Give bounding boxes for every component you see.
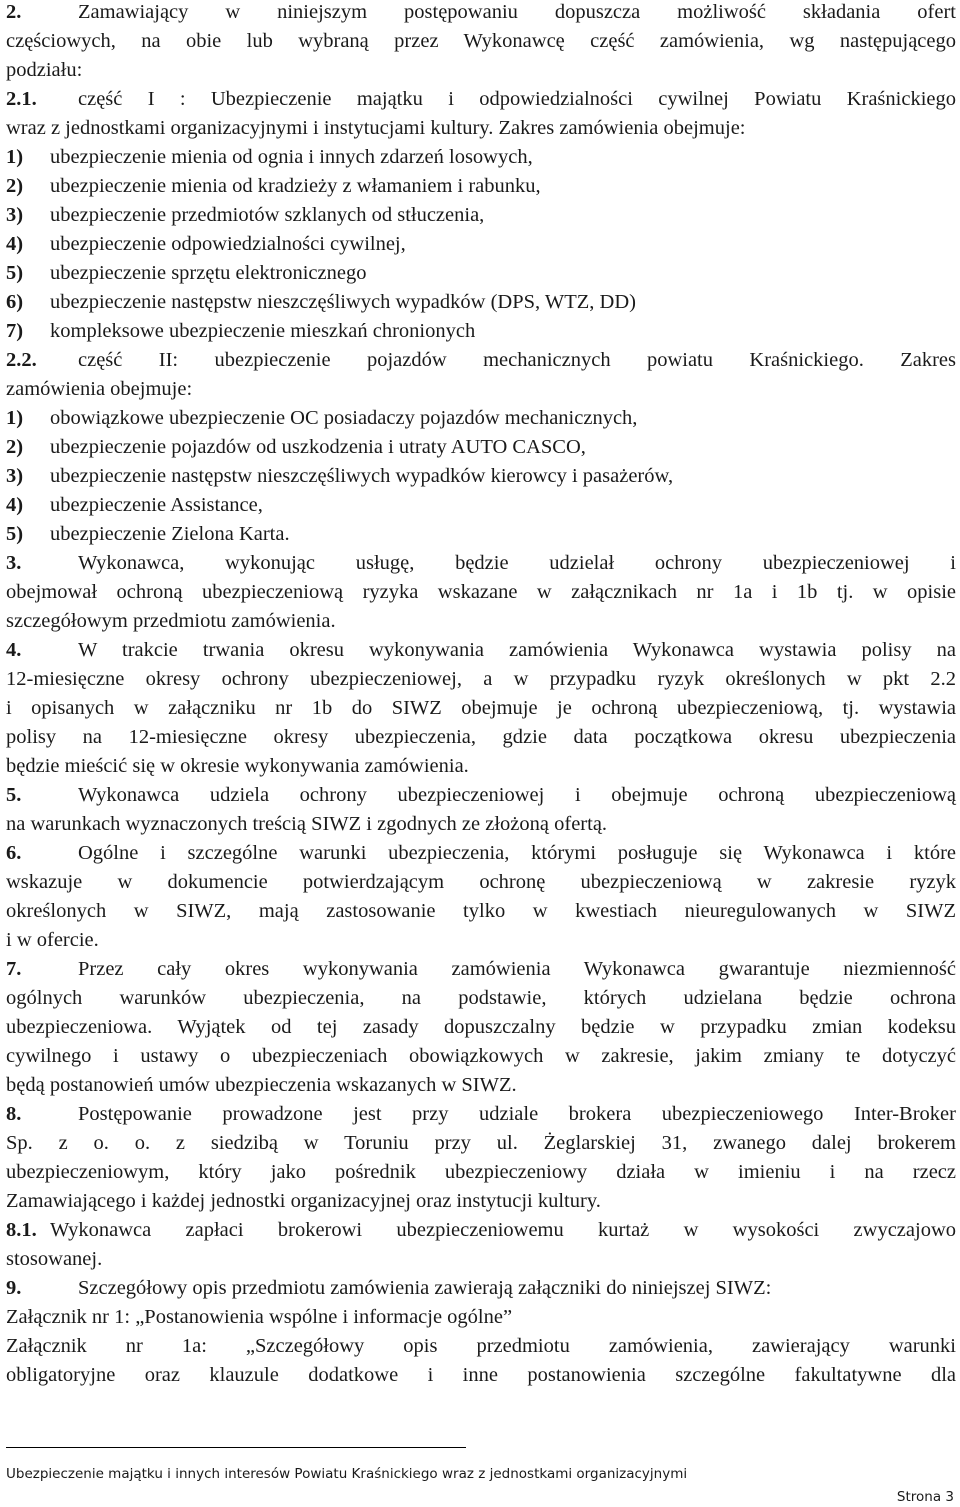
line-text: określonych w SIWZ, mają zastosowanie tylko w kwestiach nieuregulowanych w SIWZ	[6, 900, 956, 922]
document-line	[6, 143, 956, 172]
line-text: ubezpieczenie odpowiedzialności cywilnej,	[50, 233, 406, 255]
line-text: szczegółowym przedmiotu zamówienia.	[6, 610, 336, 632]
item-number: 5.	[6, 784, 22, 806]
document-line	[6, 665, 956, 694]
document-line	[6, 868, 956, 897]
document-line	[6, 1216, 956, 1245]
document-line	[6, 520, 956, 549]
document-line	[6, 56, 956, 85]
document-line	[6, 114, 956, 143]
document-line	[6, 984, 956, 1013]
line-text: ubezpieczenie przedmiotów szklanych od stłuczenia,	[50, 204, 485, 226]
line-text: W trakcie trwania okresu wykonywania zamówienia Wykonawca wystawia polisy na	[78, 639, 956, 661]
item-number: 3.	[6, 552, 22, 574]
document-line	[6, 462, 956, 491]
item-number: 2)	[6, 436, 24, 458]
document-line	[6, 1274, 956, 1303]
line-text: będą postanowień umów ubezpieczenia wskazanych w SIWZ.	[6, 1074, 517, 1096]
document-line	[6, 346, 956, 375]
item-number: 2)	[6, 175, 24, 197]
item-number: 4)	[6, 494, 24, 516]
document-line	[6, 926, 956, 955]
document-line	[6, 636, 956, 665]
line-text: ogólnych warunków ubezpieczenia, na podstawie, których udzielana będzie ochrona	[6, 987, 956, 1009]
item-number: 5)	[6, 523, 24, 545]
document-line	[6, 578, 956, 607]
document-line	[6, 810, 956, 839]
item-number: 2.2.	[6, 349, 37, 371]
document-line	[6, 723, 956, 752]
footer-text: Ubezpieczenie majątku i innych interesów Powiatu Kraśnickiego wraz z jednostkami organizacyjnymi	[6, 1466, 688, 1482]
line-text: na warunkach wyznaczonych treścią SIWZ i zgodnych ze złożoną ofertą.	[6, 813, 608, 835]
item-number: 7.	[6, 958, 22, 980]
document-line	[6, 491, 956, 520]
document-line	[6, 607, 956, 636]
line-text: Zamawiający w niniejszym postępowaniu dopuszcza możliwość składania ofert	[78, 1, 956, 23]
document-line	[6, 433, 956, 462]
item-number: 1)	[6, 146, 24, 168]
document-line	[6, 259, 956, 288]
line-text: i w ofercie.	[6, 929, 99, 951]
document-line	[6, 752, 956, 781]
document-line	[6, 1100, 956, 1129]
document-line	[6, 404, 956, 433]
document-line	[6, 85, 956, 114]
document-line	[6, 955, 956, 984]
document-line	[6, 1332, 956, 1361]
line-text: Załącznik nr 1: „Postanowienia wspólne i informacje ogólne”	[6, 1306, 513, 1328]
line-text: ubezpieczenie Zielona Karta.	[50, 523, 290, 545]
item-number: 8.	[6, 1103, 22, 1125]
document-line	[6, 839, 956, 868]
item-number: 2.1.	[6, 88, 37, 110]
line-text: Ogólne i szczególne warunki ubezpieczenia, którymi posługuje się Wykonawca i które	[78, 842, 956, 864]
footer-divider	[6, 1447, 466, 1448]
document-line	[6, 375, 956, 404]
line-text: Zamawiającego i każdej jednostki organizacyjnej oraz instytucji kultury.	[6, 1190, 601, 1212]
item-number: 4.	[6, 639, 22, 661]
line-text: Postępowanie prowadzone jest przy udziale brokera ubezpieczeniowego Inter-Broker	[78, 1103, 956, 1125]
document-line	[6, 230, 956, 259]
line-text: Załącznik nr 1a: „Szczegółowy opis przedmiotu zamówienia, zawierający warunki	[6, 1335, 956, 1357]
document-line	[6, 781, 956, 810]
line-text: Przez cały okres wykonywania zamówienia Wykonawca gwarantuje niezmienność	[78, 958, 956, 980]
line-text: stosowanej.	[6, 1248, 103, 1270]
document-line	[6, 1245, 956, 1274]
item-number: 8.1.	[6, 1219, 37, 1241]
item-number: 3)	[6, 465, 24, 487]
line-text: ubezpieczenie Assistance,	[50, 494, 263, 516]
document-line	[6, 549, 956, 578]
line-text: będzie mieścić się w okresie wykonywania zamówienia.	[6, 755, 469, 777]
line-text: ubezpieczenie następstw nieszczęśliwych wypadków (DPS, WTZ, DD)	[50, 291, 636, 313]
line-text: Sp. z o. o. z siedzibą w Toruniu przy ul. Żeglarskiej 31, zwanego dalej brokerem	[6, 1132, 956, 1154]
item-number: 3)	[6, 204, 24, 226]
document-body	[6, 0, 956, 1390]
document-line	[6, 1303, 956, 1332]
line-text: i opisanych w załączniku nr 1b do SIWZ obejmuje je ochroną ubezpieczeniową, tj. wystawia	[6, 697, 956, 719]
line-text: część II: ubezpieczenie pojazdów mechanicznych powiatu Kraśnickiego. Zakres	[78, 349, 956, 371]
line-text: wskazuje w dokumencie potwierdzającym ochronę ubezpieczeniową w zakresie ryzyk	[6, 871, 956, 893]
line-text: podziału:	[6, 59, 83, 81]
line-text: Szczegółowy opis przedmiotu zamówienia zawierają załączniki do niniejszej SIWZ:	[78, 1277, 772, 1299]
line-text: wraz z jednostkami organizacyjnymi i instytucjami kultury. Zakres zamówienia obejmuje:	[6, 117, 746, 139]
line-text: ubezpieczenie pojazdów od uszkodzenia i utraty AUTO CASCO,	[50, 436, 586, 458]
line-text: Wykonawca, wykonując usługę, będzie udzielał ochrony ubezpieczeniowej i	[78, 552, 956, 574]
item-number: 4)	[6, 233, 24, 255]
document-line	[6, 1071, 956, 1100]
item-number: 5)	[6, 262, 24, 284]
line-text: ubezpieczeniowym, który jako pośrednik ubezpieczeniowy działa w imieniu i na rzecz	[6, 1161, 956, 1183]
page-number: Strona 3	[896, 1489, 954, 1505]
document-line	[6, 1361, 956, 1390]
line-text: obligatoryjne oraz klauzule dodatkowe i inne postanowienia szczególne fakultatywne dla	[6, 1364, 956, 1386]
line-text: Wykonawca zapłaci brokerowi ubezpieczeniowemu kurtaż w wysokości zwyczajowo	[50, 1219, 956, 1241]
line-text: cywilnego i ustawy o ubezpieczeniach obowiązkowych w zakresie, jakim zmiany te dotyczyć	[6, 1045, 956, 1067]
document-line	[6, 172, 956, 201]
document-line	[6, 288, 956, 317]
line-text: częściowych, na obie lub wybraną przez Wykonawcę część zamówienia, wg następującego	[6, 30, 956, 52]
document-line	[6, 1158, 956, 1187]
document-line	[6, 694, 956, 723]
document-line	[6, 1129, 956, 1158]
line-text: obejmował ochroną ubezpieczeniową ryzyka wskazane w załącznikach nr 1a i 1b tj. w opisie	[6, 581, 956, 603]
document-line	[6, 1187, 956, 1216]
document-line	[6, 201, 956, 230]
line-text: zamówienia obejmuje:	[6, 378, 193, 400]
item-number: 1)	[6, 407, 24, 429]
line-text: ubezpieczenie mienia od kradzieży z włamaniem i rabunku,	[50, 175, 541, 197]
line-text: 12-miesięczne okresy ochrony ubezpieczeniowej, a w przypadku ryzyk określonych w pkt 2.2	[6, 668, 956, 690]
item-number: 7)	[6, 320, 24, 342]
line-text: kompleksowe ubezpieczenie mieszkań chronionych	[50, 320, 476, 342]
document-line	[6, 897, 956, 926]
item-number: 9.	[6, 1277, 22, 1299]
item-number: 6)	[6, 291, 24, 313]
document-line	[6, 27, 956, 56]
line-text: polisy na 12-miesięczne okresy ubezpieczenia, gdzie data początkowa okresu ubezpieczenia	[6, 726, 956, 748]
line-text: ubezpieczeniowa. Wyjątek od tej zasady dopuszczalny będzie w przypadku zmian kodeksu	[6, 1016, 956, 1038]
line-text: ubezpieczenie sprzętu elektronicznego	[50, 262, 367, 284]
document-line	[6, 1042, 956, 1071]
line-text: część I : Ubezpieczenie majątku i odpowiedzialności cywilnej Powiatu Kraśnickiego	[78, 88, 956, 110]
document-line	[6, 1013, 956, 1042]
item-number: 6.	[6, 842, 22, 864]
document-line	[6, 0, 956, 27]
item-number: 2.	[6, 1, 22, 23]
line-text: Wykonawca udziela ochrony ubezpieczeniowej i obejmuje ochroną ubezpieczeniową	[78, 784, 956, 806]
line-text: obowiązkowe ubezpieczenie OC posiadaczy pojazdów mechanicznych,	[50, 407, 638, 429]
line-text: ubezpieczenie następstw nieszczęśliwych wypadków kierowcy i pasażerów,	[50, 465, 674, 487]
document-line	[6, 317, 956, 346]
line-text: ubezpieczenie mienia od ognia i innych zdarzeń losowych,	[50, 146, 533, 168]
